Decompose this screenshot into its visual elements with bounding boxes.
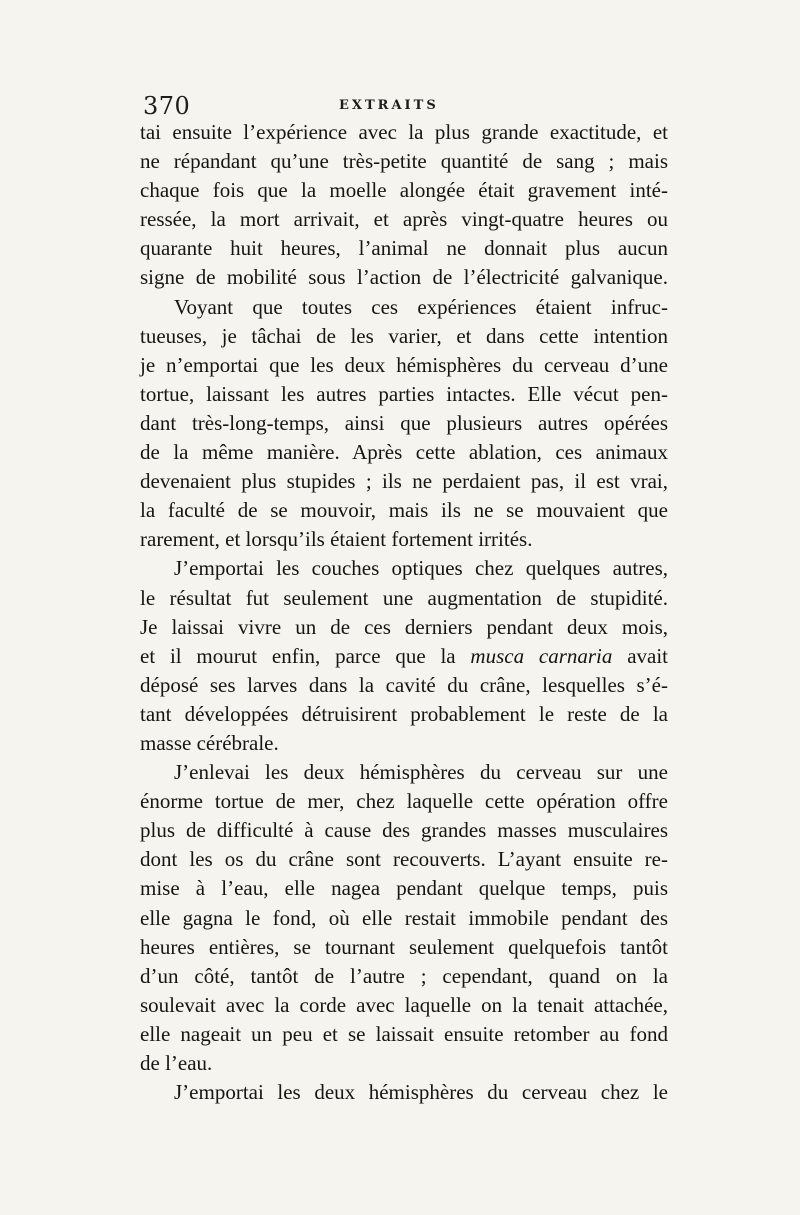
text-line: elle nageait un peu et se laissait ensuite retomber au fond bbox=[140, 1021, 668, 1046]
text-line: mise à l’eau, elle nagea pendant quelque temps, puis bbox=[140, 876, 668, 901]
paragraph-start-line: J’emportai les couches optiques chez quelques autres, bbox=[174, 556, 668, 581]
paragraph-end-line: rarement, et lorsqu’ils étaient fortement irrités. bbox=[140, 527, 533, 552]
paragraph-end-line: masse cérébrale. bbox=[140, 730, 279, 755]
text-segment: avait bbox=[612, 643, 668, 668]
text-line: tortue, laissant les autres parties intactes. Elle vécut pen- bbox=[140, 381, 668, 406]
text-line: le résultat fut seulement une augmentation de stupidité. bbox=[140, 585, 668, 610]
text-line: la faculté de se mouvoir, mais ils ne se mouvaient que bbox=[140, 498, 668, 523]
text-line: énorme tortue de mer, chez laquelle cette opération offre bbox=[140, 789, 668, 814]
text-line: elle gagna le fond, où elle restait immobile pendant des bbox=[140, 905, 668, 930]
text-line: plus de difficulté à cause des grandes masses musculaires bbox=[140, 818, 668, 843]
paragraph-start-line: J’emportai les deux hémisphères du cerveau chez le bbox=[174, 1080, 668, 1105]
text-line: heures entières, se tournant seulement quelquefois tantôt bbox=[140, 934, 668, 959]
text-line: ne répandant qu’une très-petite quantité de sang ; mais bbox=[140, 149, 668, 174]
paragraph-end-line: de l’eau. bbox=[140, 1051, 213, 1075]
text-line: ressée, la mort arrivait, et après vingt-quatre heures ou bbox=[140, 207, 668, 232]
text-line: devenaient plus stupides ; ils ne perdaient pas, il est vrai, bbox=[140, 469, 668, 494]
text-line: signe de mobilité sous l’action de l’électricité galvanique. bbox=[140, 265, 668, 290]
page-number: 370 bbox=[143, 92, 191, 120]
text-line: tai ensuite l’expérience avec la plus grande exactitude, et bbox=[140, 120, 668, 144]
body-text bbox=[140, 118, 668, 1107]
text-line: quarante huit heures, l’animal ne donnait plus aucun bbox=[140, 236, 668, 261]
paragraph-start-line: J’enlevai les deux hémisphères du cerveau sur une bbox=[174, 760, 668, 785]
text-line: soulevait avec la corde avec laquelle on la tenait attachée, bbox=[140, 992, 668, 1017]
text-line: je n’emportai que les deux hémisphères du cerveau d’une bbox=[140, 352, 668, 377]
running-head: EXTRAITS bbox=[339, 98, 439, 113]
paragraph-start-line: Voyant que toutes ces expériences étaient infruc- bbox=[174, 294, 668, 319]
text-line: d’un côté, tantôt de l’autre ; cependant, quand on la bbox=[140, 963, 668, 988]
text-line: déposé ses larves dans la cavité du crâne, lesquelles s’é- bbox=[140, 672, 668, 697]
text-line-with-italic bbox=[140, 642, 668, 671]
text-line: dont les os du crâne sont recouverts. L’ayant ensuite re- bbox=[140, 847, 668, 872]
text-line: de la même manière. Après cette ablation, ces animaux bbox=[140, 440, 668, 465]
text-segment: et il mourut enfin, parce que la bbox=[140, 643, 471, 668]
italic-term: musca carnaria bbox=[470, 643, 613, 668]
text-line: chaque fois que la moelle alongée était gravement inté- bbox=[140, 178, 668, 203]
text-line: tant développées détruisirent probablement le reste de la bbox=[140, 701, 668, 726]
text-line: Je laissai vivre un de ces derniers pendant deux mois, bbox=[140, 614, 668, 639]
text-line: dant très-long-temps, ainsi que plusieurs autres opérées bbox=[140, 410, 668, 435]
text-line: tueuses, je tâchai de les varier, et dans cette intention bbox=[140, 323, 668, 348]
